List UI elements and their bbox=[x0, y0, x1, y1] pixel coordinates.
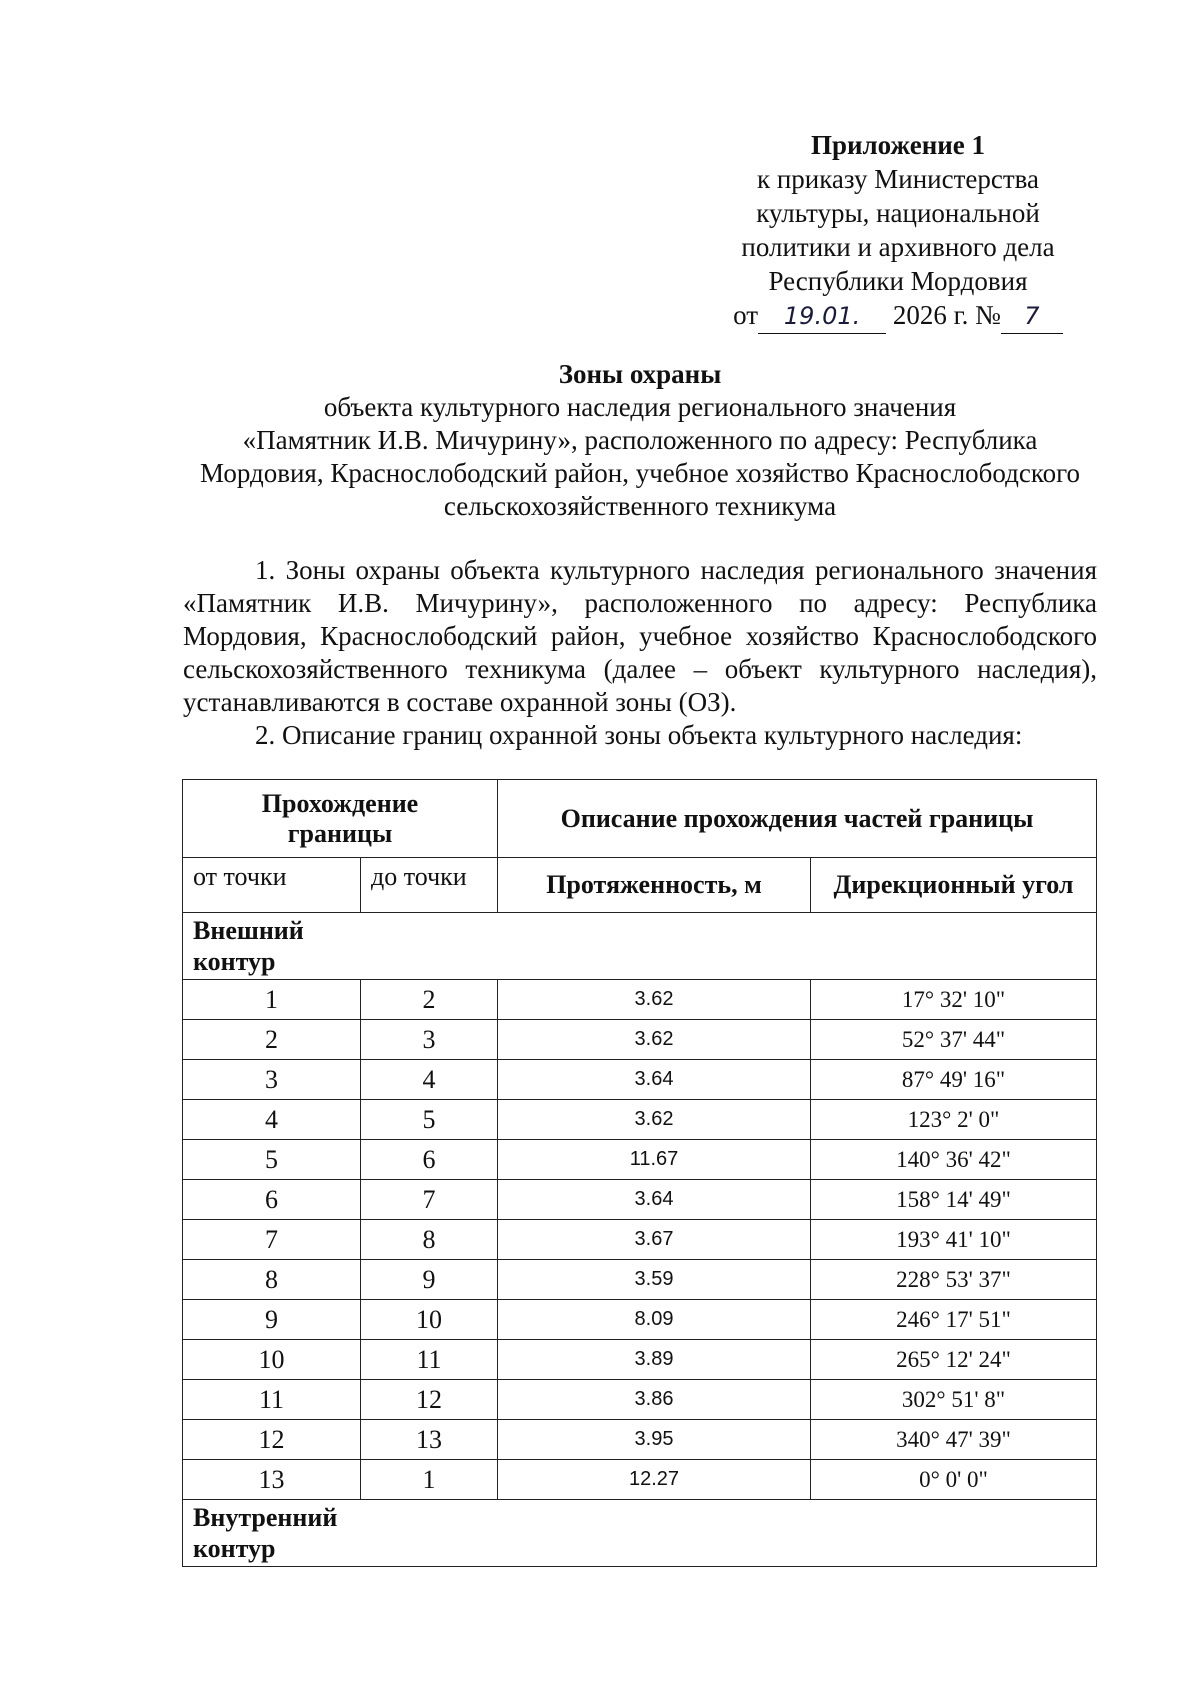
document-title bbox=[180, 358, 1100, 523]
paragraph-1: 1. Зоны охраны объекта культурного наследия регионального значения «Памятник И.В. Мичурину», расположенного по адресу: Республика Мордовия, Краснослободский район, учебное хозяйство Краснослободского сельскохозяйственного техникума (далее – объект культурного наследия), устанавливаются в составе охранной зоны (ОЗ). bbox=[183, 555, 1097, 717]
from-point-cell: 9 bbox=[183, 1300, 361, 1340]
section-outer-contour bbox=[183, 913, 1097, 980]
length-cell: 3.86 bbox=[498, 1380, 811, 1420]
length-cell: 3.64 bbox=[498, 1180, 811, 1220]
title-heading: Зоны охраны bbox=[558, 359, 722, 389]
from-point-cell: 12 bbox=[183, 1420, 361, 1460]
length-cell: 3.62 bbox=[498, 1100, 811, 1140]
length-cell: 3.59 bbox=[498, 1260, 811, 1300]
header-boundary-description: Описание прохождения частей границы bbox=[498, 780, 1097, 858]
length-cell: 3.62 bbox=[498, 980, 811, 1020]
table-row bbox=[183, 1180, 1097, 1220]
from-point-cell: 10 bbox=[183, 1340, 361, 1380]
col-length: Протяженность, м bbox=[498, 858, 811, 913]
col-angle: Дирекционный угол bbox=[811, 858, 1097, 913]
table-row bbox=[183, 1140, 1097, 1180]
to-point-cell: 12 bbox=[361, 1380, 498, 1420]
body-text bbox=[183, 554, 1097, 752]
length-cell: 12.27 bbox=[498, 1460, 811, 1500]
angle-cell: 228° 53' 37" bbox=[811, 1260, 1097, 1300]
table-row bbox=[183, 980, 1097, 1020]
angle-cell: 17° 32' 10" bbox=[811, 980, 1097, 1020]
boundary-table bbox=[182, 779, 1097, 1567]
header-boundary-passage: Прохождение границы bbox=[183, 780, 498, 858]
to-point-cell: 10 bbox=[361, 1300, 498, 1340]
number-field bbox=[1001, 298, 1063, 334]
col-to-point: до точки bbox=[361, 858, 498, 913]
section-outer-label: Внешний контур bbox=[193, 916, 304, 976]
table-row bbox=[183, 1300, 1097, 1340]
title-line: «Памятник И.В. Мичурину», расположенного по адресу: Республика bbox=[242, 425, 1038, 455]
section-inner-contour bbox=[183, 1500, 1097, 1567]
length-cell: 11.67 bbox=[498, 1140, 811, 1180]
length-cell: 8.09 bbox=[498, 1300, 811, 1340]
from-point-cell: 7 bbox=[183, 1220, 361, 1260]
to-point-cell: 2 bbox=[361, 980, 498, 1020]
to-point-cell: 1 bbox=[361, 1460, 498, 1500]
table-row bbox=[183, 1340, 1097, 1380]
date-prefix: от bbox=[733, 300, 759, 330]
angle-cell: 123° 2' 0" bbox=[811, 1100, 1097, 1140]
angle-cell: 246° 17' 51" bbox=[811, 1300, 1097, 1340]
title-line: объекта культурного наследия регионального значения bbox=[323, 392, 957, 422]
angle-cell: 302° 51' 8" bbox=[811, 1380, 1097, 1420]
table-row bbox=[183, 1420, 1097, 1460]
from-point-cell: 6 bbox=[183, 1180, 361, 1220]
to-point-cell: 4 bbox=[361, 1060, 498, 1100]
from-point-cell: 2 bbox=[183, 1020, 361, 1060]
table-row bbox=[183, 1380, 1097, 1420]
attachment-line: культуры, национальной bbox=[756, 198, 1040, 228]
angle-cell: 193° 41' 10" bbox=[811, 1220, 1097, 1260]
from-point-cell: 11 bbox=[183, 1380, 361, 1420]
angle-cell: 340° 47' 39" bbox=[811, 1420, 1097, 1460]
angle-cell: 265° 12' 24" bbox=[811, 1340, 1097, 1380]
table-row bbox=[183, 1220, 1097, 1260]
date-field bbox=[758, 298, 886, 334]
table-row bbox=[183, 1260, 1097, 1300]
from-point-cell: 5 bbox=[183, 1140, 361, 1180]
to-point-cell: 6 bbox=[361, 1140, 498, 1180]
attachment-line: к приказу Министерства bbox=[756, 164, 1040, 194]
from-point-cell: 3 bbox=[183, 1060, 361, 1100]
order-year: 2026 г. № bbox=[892, 300, 1001, 330]
length-cell: 3.67 bbox=[498, 1220, 811, 1260]
from-point-cell: 8 bbox=[183, 1260, 361, 1300]
length-cell: 3.89 bbox=[498, 1340, 811, 1380]
col-from-point: от точки bbox=[183, 858, 361, 913]
table-row bbox=[183, 1100, 1097, 1140]
to-point-cell: 8 bbox=[361, 1220, 498, 1260]
table-row bbox=[183, 1020, 1097, 1060]
section-inner-label: Внутренний контур bbox=[193, 1503, 338, 1563]
title-line: Мордовия, Краснослободский район, учебное хозяйство Краснослободского bbox=[199, 458, 1081, 488]
attachment-title: Приложение 1 bbox=[810, 130, 986, 160]
to-point-cell: 13 bbox=[361, 1420, 498, 1460]
from-point-cell: 4 bbox=[183, 1100, 361, 1140]
length-cell: 3.62 bbox=[498, 1020, 811, 1060]
to-point-cell: 11 bbox=[361, 1340, 498, 1380]
to-point-cell: 5 bbox=[361, 1100, 498, 1140]
to-point-cell: 7 bbox=[361, 1180, 498, 1220]
length-cell: 3.64 bbox=[498, 1060, 811, 1100]
attachment-line: политики и архивного дела bbox=[741, 232, 1055, 262]
angle-cell: 140° 36' 42" bbox=[811, 1140, 1097, 1180]
angle-cell: 87° 49' 16" bbox=[811, 1060, 1097, 1100]
paragraph-2: 2. Описание границ охранной зоны объекта культурного наследия: bbox=[255, 720, 1023, 750]
angle-cell: 52° 37' 44" bbox=[811, 1020, 1097, 1060]
angle-cell: 158° 14' 49" bbox=[811, 1180, 1097, 1220]
from-point-cell: 1 bbox=[183, 980, 361, 1020]
order-date-line bbox=[720, 298, 1076, 334]
to-point-cell: 3 bbox=[361, 1020, 498, 1060]
length-cell: 3.95 bbox=[498, 1420, 811, 1460]
number-handwritten: 7 bbox=[1024, 302, 1040, 330]
title-line: сельскохозяйственного техникума bbox=[443, 491, 837, 521]
table-row bbox=[183, 1460, 1097, 1500]
from-point-cell: 13 bbox=[183, 1460, 361, 1500]
table-row bbox=[183, 1060, 1097, 1100]
to-point-cell: 9 bbox=[361, 1260, 498, 1300]
date-handwritten: 19.01. bbox=[783, 302, 861, 330]
attachment-header bbox=[720, 128, 1076, 334]
angle-cell: 0° 0' 0" bbox=[811, 1460, 1097, 1500]
attachment-line: Республики Мордовия bbox=[768, 266, 1028, 296]
